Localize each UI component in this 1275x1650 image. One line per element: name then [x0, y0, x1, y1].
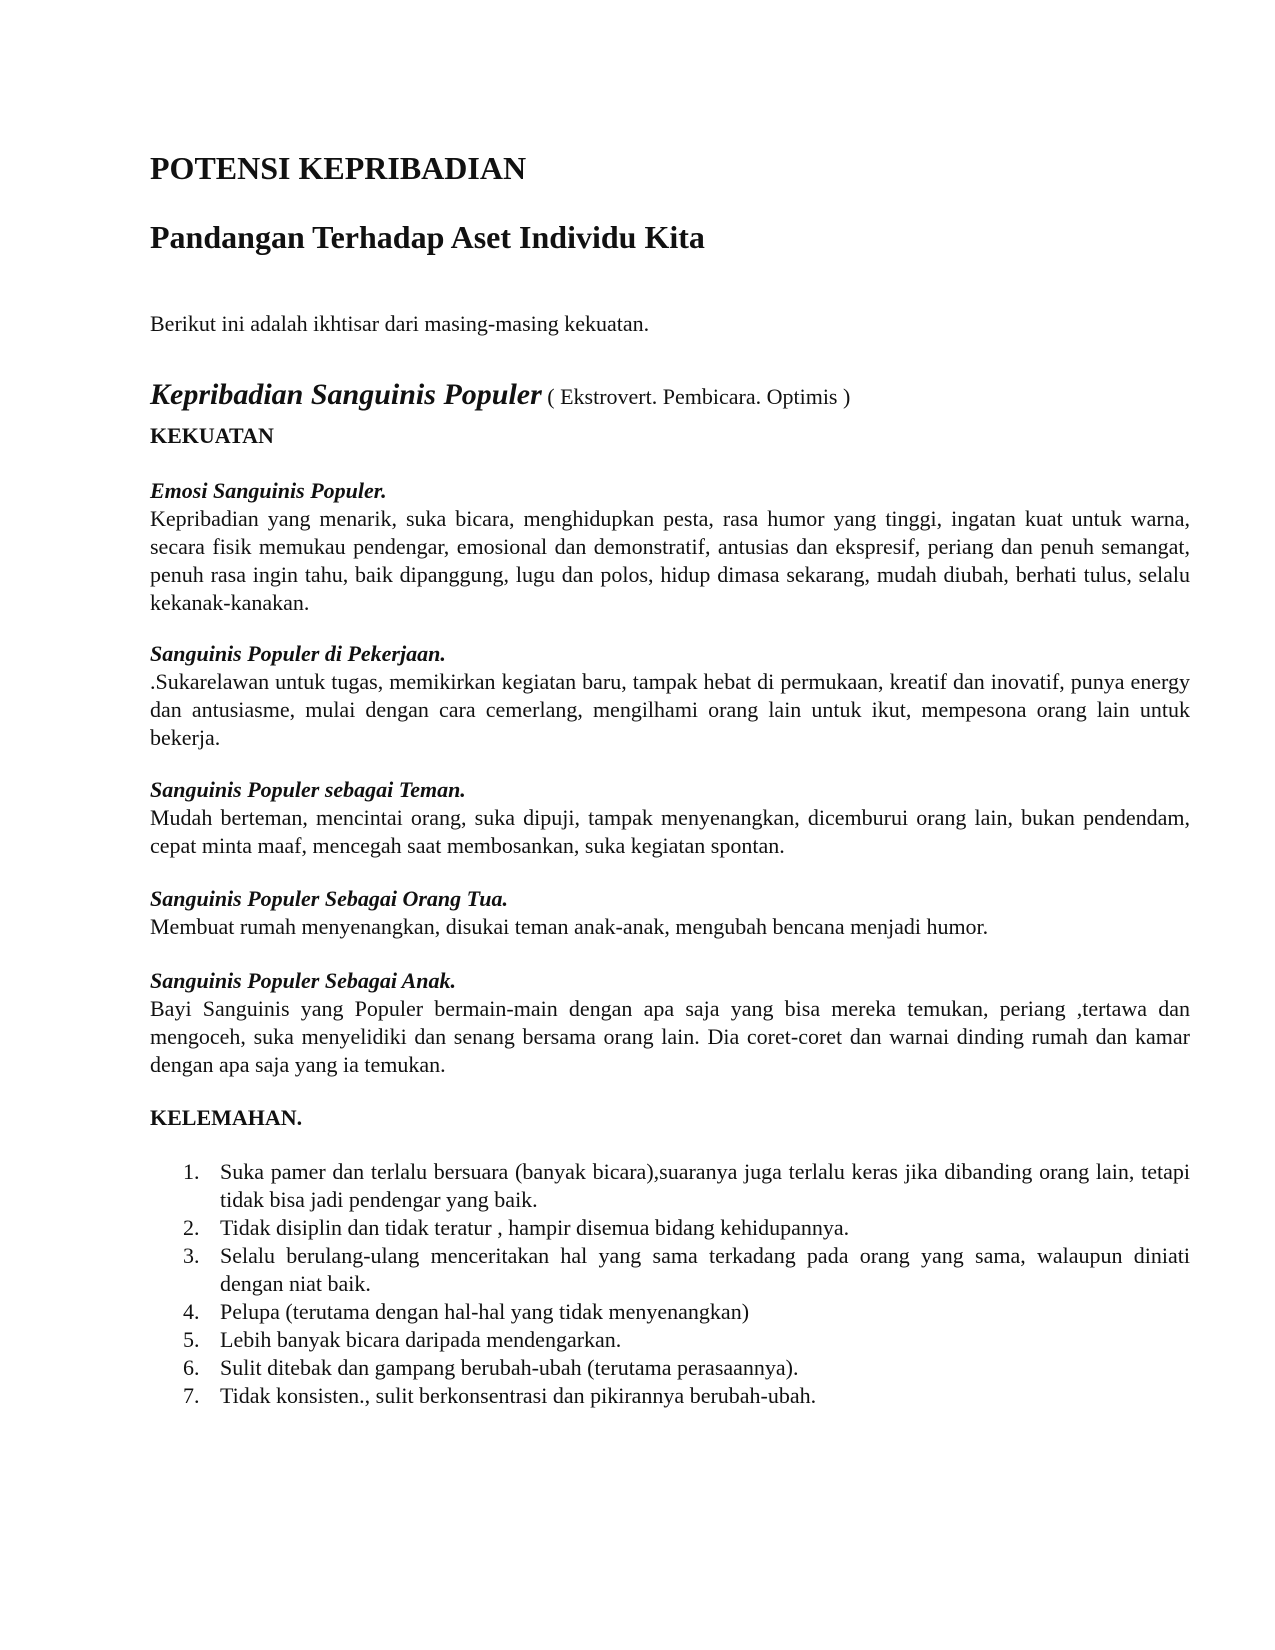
list-item [150, 1298, 1190, 1326]
list-item-text: Pelupa (terutama dengan hal-hal yang tidak menyenangkan) [220, 1299, 750, 1324]
list-item [150, 1214, 1190, 1242]
strength-heading: Sanguinis Populer Sebagai Orang Tua. [150, 886, 508, 911]
list-item [150, 1326, 1190, 1354]
strength-body: Membuat rumah menyenangkan, disukai teman anak-anak, mengubah bencana menjadi humor. [150, 914, 989, 939]
weaknesses-list [150, 1158, 1190, 1410]
list-item-number: 5. [183, 1327, 200, 1352]
list-item-text: Sulit ditebak dan gampang berubah-ubah (terutama perasaannya). [220, 1355, 799, 1380]
list-item-text: Tidak disiplin dan tidak teratur , hampir disemua bidang kehidupannya. [220, 1215, 850, 1240]
strength-heading: Emosi Sanguinis Populer. [150, 478, 387, 503]
strength-section-friend [150, 776, 1190, 860]
strength-body: .Sukarelawan untuk tugas, memikirkan kegiatan baru, tampak hebat di permukaan, kreatif dan inovatif, punya energy dan antusiasme, mulai dengan cara cemerlang, mengilhami orang lain untuk ikut, mempesona orang lain untuk bekerja. [150, 669, 1190, 750]
strength-section-work [150, 640, 1190, 752]
list-item [150, 1158, 1190, 1214]
list-item-number: 2. [183, 1215, 200, 1240]
document-title: POTENSI KEPRIBADIAN [150, 150, 527, 186]
personality-type-heading [150, 375, 850, 419]
intro-text: Berikut ini adalah ikhtisar dari masing-masing kekuatan. [150, 311, 650, 336]
list-item [150, 1242, 1190, 1298]
document-subtitle: Pandangan Terhadap Aset Individu Kita [150, 219, 705, 255]
strength-section-child [150, 967, 1190, 1079]
list-item-text: Tidak konsisten., sulit berkonsentrasi dan pikirannya berubah-ubah. [220, 1383, 817, 1408]
list-item-text: Lebih banyak bicara daripada mendengarkan. [220, 1327, 622, 1352]
list-item [150, 1382, 1190, 1410]
list-item-number: 7. [183, 1383, 200, 1408]
strength-section-parent [150, 885, 1190, 941]
strength-body: Bayi Sanguinis yang Populer bermain-main dengan apa saja yang bisa mereka temukan, periang ,tertawa dan mengoceh, suka menyelidiki dan senang bersama orang lain. Dia coret-coret dan warnai dinding rumah dan kamar dengan apa saja yang ia temukan. [150, 996, 1190, 1077]
strength-heading: Sanguinis Populer Sebagai Anak. [150, 968, 457, 993]
list-item-number: 6. [183, 1355, 200, 1380]
strengths-label: KEKUATAN [150, 423, 274, 448]
list-item-number: 3. [183, 1243, 200, 1268]
weaknesses-label: KELEMAHAN. [150, 1105, 303, 1130]
list-item-text: Suka pamer dan terlalu bersuara (banyak bicara),suaranya juga terlalu keras jika dibanding orang lain, tetapi tidak bisa jadi pendengar yang baik. [220, 1159, 1190, 1212]
personality-type-traits: ( Ekstrovert. Pembicara. Optimis ) [541, 384, 851, 409]
strength-heading: Sanguinis Populer di Pekerjaan. [150, 641, 446, 666]
strength-body: Mudah berteman, mencintai orang, suka dipuji, tampak menyenangkan, dicemburui orang lain, bukan pendendam, cepat minta maaf, mencegah saat membosankan, suka kegiatan spontan. [150, 805, 1190, 858]
list-item-number: 1. [183, 1159, 200, 1184]
strength-body: Kepribadian yang menarik, suka bicara, menghidupkan pesta, rasa humor yang tinggi, ingatan kuat untuk warna, secara fisik memukau pendengar, emosional dan demonstratif, antusias dan ekspresif, periang dan penuh semangat, penuh rasa ingin tahu, baik dipanggung, lugu dan polos, hidup dimasa sekarang, mudah diubah, berhati tulus, selalu kekanak-kanakan. [150, 506, 1190, 615]
list-item-text: Selalu berulang-ulang menceritakan hal yang sama terkadang pada orang yang sama, walaupun diniati dengan niat baik. [220, 1243, 1190, 1296]
list-item-number: 4. [183, 1299, 200, 1324]
list-item [150, 1354, 1190, 1382]
strength-heading: Sanguinis Populer sebagai Teman. [150, 777, 466, 802]
strength-section-emotion [150, 477, 1190, 617]
personality-type-name: Kepribadian Sanguinis Populer [150, 378, 542, 411]
